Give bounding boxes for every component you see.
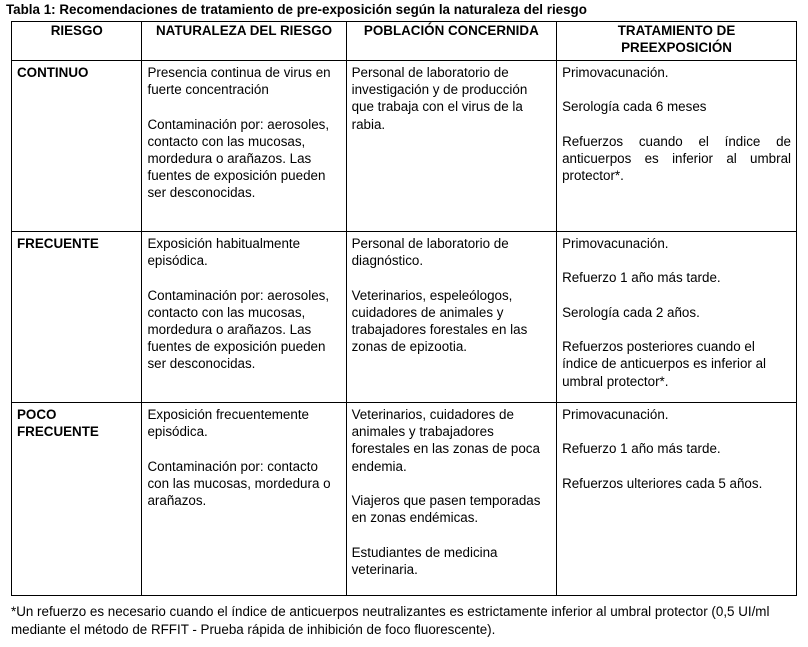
- cell-paragraph: Refuerzos ulteriores cada 5 años.: [562, 475, 763, 491]
- footnote: *Un refuerzo es necesario cuando el índice de anticuerpos neutralizantes es estrictamente inferior al umbral protector (0,5 UI/ml mediante el método de RFFIT - Prueba rápida de inhibición de foco fluorescente).: [11, 604, 770, 637]
- cell-paragraph: Serología cada 2 años.: [562, 304, 700, 320]
- cell-paragraph: Primovacunación.: [562, 407, 669, 422]
- cell-paragraph: Refuerzos cuando el índice de anticuerpos es inferior al umbral protector*.: [562, 133, 791, 184]
- population-cell: [346, 61, 556, 232]
- population-cell: [346, 232, 556, 403]
- cell-paragraph: Veterinarios, espeleólogos, cuidadores de animales y trabajadores forestales en las zonas de epizootia.: [351, 287, 528, 355]
- header-riesgo: RIESGO: [12, 22, 142, 61]
- risk-level: FRECUENTE: [12, 232, 142, 403]
- risk-nature-cell: [142, 232, 346, 403]
- cell-paragraph: Primovacunación.: [562, 65, 669, 80]
- cell-paragraph: Primovacunación.: [562, 236, 669, 251]
- risk-nature-cell: [142, 61, 346, 232]
- risk-level: CONTINUO: [12, 61, 142, 232]
- cell-paragraph: Personal de laboratorio de investigación y de producción que trabaja con el virus de la rabia.: [351, 65, 528, 132]
- cell-paragraph: Serología cada 6 meses: [562, 99, 707, 115]
- cell-paragraph: Refuerzo 1 año más tarde.: [562, 441, 721, 457]
- cell-paragraph: Exposición frecuentemente episódica.: [147, 407, 309, 440]
- header-naturaleza: NATURALEZA DEL RIESGO: [142, 22, 346, 61]
- treatment-cell: [557, 403, 797, 596]
- population-cell: [346, 403, 556, 596]
- cell-paragraph: Personal de laboratorio de diagnóstico.: [351, 236, 509, 269]
- cell-paragraph: Contaminación por: aerosoles, contacto con las mucosas, mordedura o arañazos. Las fuentes de exposición pueden ser desconocidas.: [147, 116, 330, 201]
- risk-nature-cell: [142, 403, 346, 596]
- table-row: [12, 232, 797, 403]
- cell-paragraph: Presencia continua de virus en fuerte concentración: [147, 65, 331, 98]
- cell-paragraph: Contaminación por: contacto con las mucosas, mordedura o arañazos.: [147, 458, 331, 508]
- treatment-cell: [557, 61, 797, 232]
- table-row: [12, 61, 797, 232]
- header-tratamiento: TRATAMIENTO DE PREEXPOSICIÓN: [557, 22, 797, 61]
- cell-paragraph: Exposición habitualmente episódica.: [147, 236, 301, 269]
- treatment-cell: [557, 232, 797, 403]
- header-row: [12, 22, 797, 61]
- table-row: [12, 403, 797, 596]
- risk-level: POCO FRECUENTE: [12, 403, 142, 596]
- recommendations-table: [11, 21, 797, 596]
- cell-paragraph: Contaminación por: aerosoles, contacto con las mucosas, mordedura o arañazos. Las fuentes de exposición pueden ser desconocidas.: [147, 287, 330, 372]
- header-poblacion: POBLACIÓN CONCERNIDA: [346, 22, 556, 61]
- cell-paragraph: Veterinarios, cuidadores de animales y trabajadores forestales en las zonas de poca endemia.: [351, 407, 540, 474]
- cell-paragraph: Refuerzo 1 año más tarde.: [562, 270, 721, 286]
- cell-paragraph: Viajeros que pasen temporadas en zonas endémicas.: [351, 493, 541, 526]
- table-caption: Tabla 1: Recomendaciones de tratamiento de pre-exposición según la naturaleza del riesgo: [6, 2, 587, 17]
- cell-paragraph: Refuerzos posteriores cuando el índice de anticuerpos es inferior al umbral protector*.: [562, 339, 767, 389]
- cell-paragraph: Estudiantes de medicina veterinaria.: [351, 544, 498, 577]
